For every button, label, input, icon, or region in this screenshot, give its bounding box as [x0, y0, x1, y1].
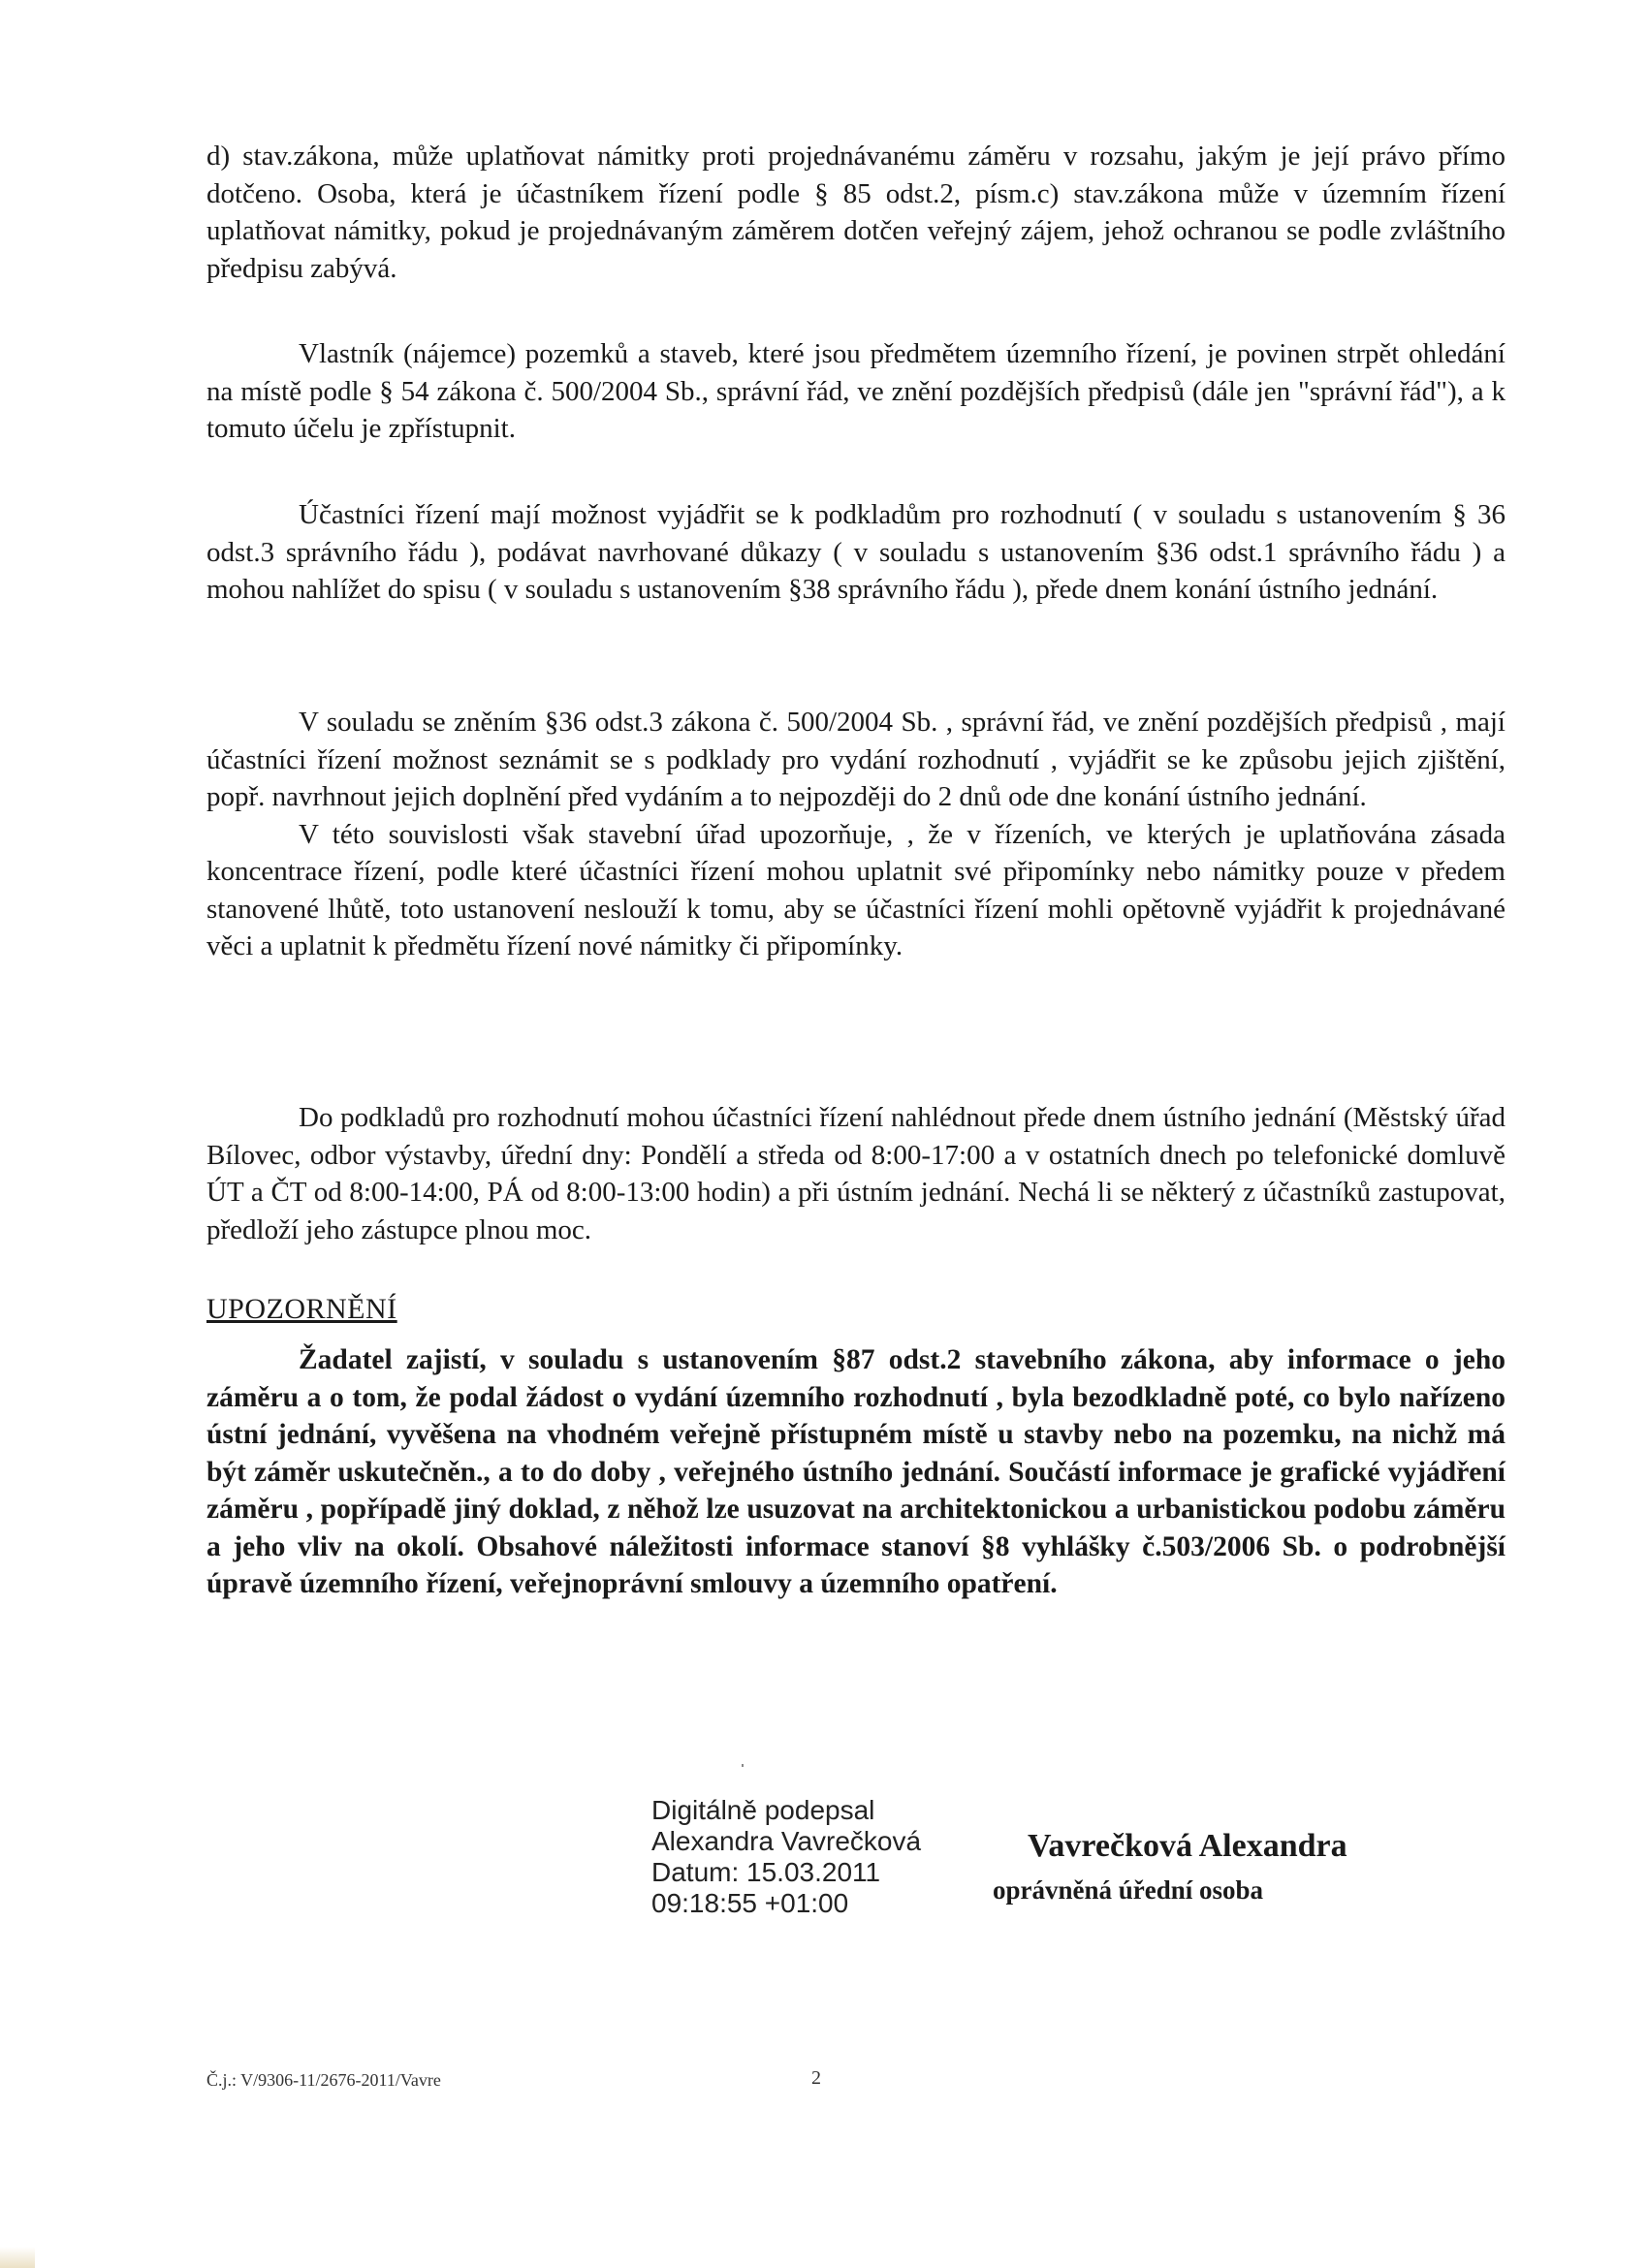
body-paragraph-block-4	[206, 704, 1505, 965]
signature-time: 09:18:55 +01:00	[651, 1888, 849, 1918]
signature-details	[651, 1795, 921, 1919]
footer-page-number: 2	[811, 2067, 821, 2089]
footer-reference-number: Č.j.: V/9306-11/2676-2011/Vavre	[206, 2070, 441, 2090]
paragraph-owner-inspection: Vlastník (nájemce) pozemků a staveb, které jsou předmětem územního řízení, je povinen strpět ohledání na místě podle § 54 zákona č. 500/2004 Sb., správní řád, ve znění pozdějších předpisů (dále jen "správní řád"), a k tomuto účelu je zpřístupnit.	[206, 338, 1505, 444]
body-paragraph-block-2	[206, 335, 1505, 448]
notice-block	[206, 1341, 1505, 1603]
scan-corner-mark	[0, 2247, 35, 2268]
notice-text: Žadatel zajistí, v souladu s ustanovením §87 odst.2 stavebního zákona, aby informace o jeho záměru a o tom, že podal žádost o vydání územního rozhodnutí , byla bezodkladně poté, co bylo nařízeno ústní jednání, vyvěšena na vhodném veřejně přístupném místě u stavby nebo na pozemku, na nichž má být záměr uskutečněn., a to do doby , veřejného ústního jednání. Součástí informace je grafické vyjádření záměru , popřípadě jiný doklad, z něhož lze usuzovat na architektonickou a urbanistickou podobu záměru a jeho vliv na okolí. Obsahové náležitosti informace stanoví §8 vyhlášky č.503/2006 Sb. o podrobnější úpravě územního řízení, veřejnoprávní smlouvy a územního opatření.	[206, 1344, 1505, 1599]
digital-signature	[651, 1795, 1388, 1940]
body-paragraph-block-1	[206, 138, 1505, 287]
signature-label: Digitálně podepsal	[651, 1795, 875, 1825]
body-paragraph-block-3	[206, 496, 1505, 609]
paragraph-office-hours: Do podkladů pro rozhodnutí mohou účastníci řízení nahlédnout přede dnem ústního jednání (Městský úřad Bílovec, odbor výstavby, úřední dny: Pondělí a středa od 8:00-17:00 a v ostatních dnech po telefonické domluvě ÚT a ČT od 8:00-14:00, PÁ od 8:00-13:00 hodin) a při ústním jednání. Nechá li se některý z účastníků zastupovat, předloží jeho zástupce plnou moc.	[206, 1102, 1505, 1245]
signature-signer-name: Alexandra Vavrečková	[651, 1826, 922, 1856]
signature-date: Datum: 15.03.2011	[651, 1857, 881, 1887]
body-paragraph-block-5	[206, 1099, 1505, 1248]
signature-role-stamp: oprávněná úřední osoba	[993, 1875, 1264, 1905]
signature-name-stamp: Vavrečková Alexandra	[1028, 1828, 1347, 1864]
paragraph-participant-objections: d) stav.zákona, může uplatňovat námitky proti projednávanému záměru v rozsahu, jakým je její právo přímo dotčeno. Osoba, která je účastníkem řízení podle § 85 odst.2, písm.c) stav.zákona může v územním řízení uplatňovat námitky, pokud je projednávaným záměrem dotčen veřejný zájem, jehož ochranou se podle zvláštního předpisu zabývá.	[206, 141, 1505, 284]
paragraph-concentration-principle: V této souvislosti však stavební úřad upozorňuje, , že v řízeních, ve kterých je uplatňována zásada koncentrace řízení, podle které účastníci řízení mohou uplatnit své připomínky nebo námitky pouze v předem stanovené lhůtě, toto ustanovení neslouží k tomu, aby se účastníci řízení mohli opětovně vyjádřit k projednávané věci a uplatnit k předmětu řízení nové námitky či připomínky.	[206, 818, 1505, 961]
notice-heading: UPOZORNĚNÍ	[206, 1293, 397, 1325]
scan-speck	[742, 1764, 744, 1767]
paragraph-participant-rights: Účastníci řízení mají možnost vyjádřit se k podkladům pro rozhodnutí ( v souladu s ustanovením § 36 odst.3 správního řádu ), podávat navrhované důkazy ( v souladu s ustanovením §36 odst.1 správního řádu ) a mohou nahlížet do spisu ( v souladu s ustanovením §38 správního řádu ), přede dnem konání ústního jednání.	[206, 499, 1505, 605]
paragraph-review-documents: V souladu se zněním §36 odst.3 zákona č. 500/2004 Sb. , správní řád, ve znění pozdějších předpisů , mají účastníci řízení možnost seznámit se s podklady pro vydání rozhodnutí , vyjádřit se ke způsobu jejich zjištění, popř. navrhnout jejich doplnění před vydáním a to nejpozději do 2 dnů ode dne konání ústního jednání.	[206, 707, 1505, 812]
